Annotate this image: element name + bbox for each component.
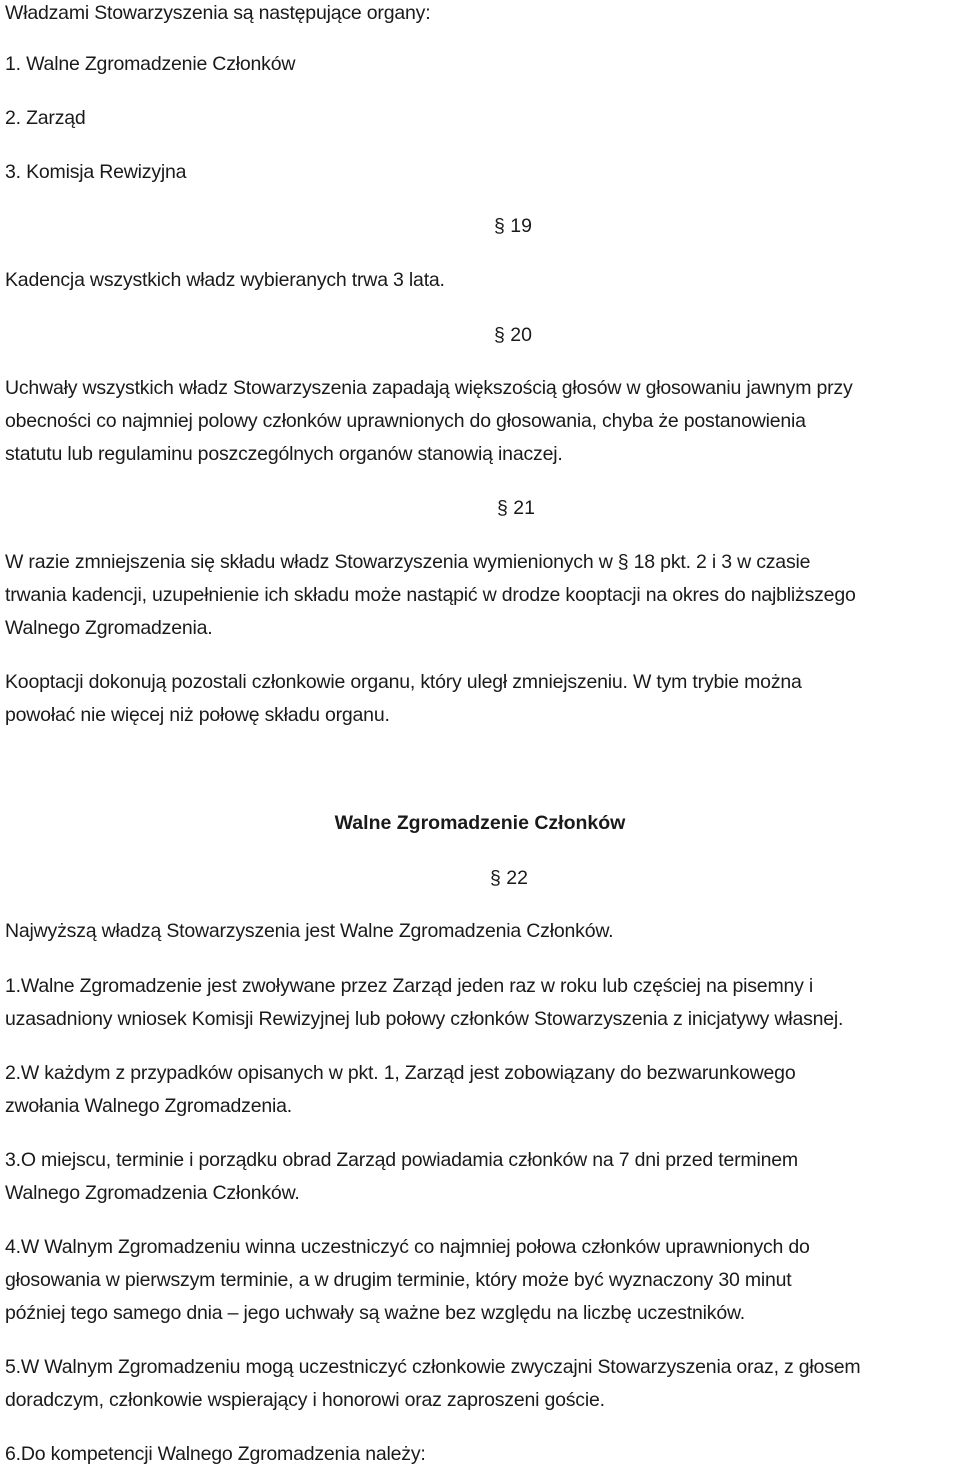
section-19-label: § 19 [494,215,532,237]
point-1-line: 1.Walne Zgromadzenie jest zwoływane przez Zarząd jeden raz w roku lub częściej na pisemny i [5,975,814,997]
section-19-text: Kadencja wszystkich władz wybieranych trwa 3 lata. [5,269,445,291]
point-2-line: zwołania Walnego Zgromadzenia. [5,1095,293,1117]
section-20-line: Uchwały wszystkich władz Stowarzyszenia zapadają większością głosów w głosowaniu jawnym przy [5,377,853,399]
section-21-p2-line: powołać nie więcej niż połowę składu organu. [5,704,390,726]
section-20-label: § 20 [494,324,532,346]
point-4-line: głosowania w pierwszym terminie, a w drugim terminie, który może być wyznaczony 30 minut [5,1269,792,1291]
point-6-line: 6.Do kompetencji Walnego Zgromadzenia należy: [5,1443,426,1465]
point-2-line: 2.W każdym z przypadków opisanych w pkt. 1, Zarząd jest zobowiązany do bezwarunkowego [5,1062,796,1084]
section-22-intro: Najwyższą władzą Stowarzyszenia jest Walne Zgromadzenia Członków. [5,920,614,942]
organ-item: 1. Walne Zgromadzenie Członków [5,53,296,75]
section-21-p1-line: Walnego Zgromadzenia. [5,617,213,639]
section-20-line: obecności co najmniej polowy członków uprawnionych do głosowania, chyba że postanowienia [5,410,806,432]
organ-item: 3. Komisja Rewizyjna [5,161,187,183]
section-20-line: statutu lub regulaminu poszczególnych organów stanowią inaczej. [5,443,563,465]
organs-intro: Władzami Stowarzyszenia są następujące organy: [5,2,431,24]
point-5-line: 5.W Walnym Zgromadzeniu mogą uczestniczyć członkowie zwyczajni Stowarzyszenia oraz, z głosem [5,1356,861,1378]
point-3-line: Walnego Zgromadzenia Członków. [5,1182,300,1204]
section-21-p1-line: W razie zmniejszenia się składu władz Stowarzyszenia wymienionych w § 18 pkt. 2 i 3 w czasie [5,551,811,573]
point-4-line: później tego samego dnia – jego uchwały są ważne bez względu na liczbę uczestników. [5,1302,746,1324]
section-21-p2-line: Kooptacji dokonują pozostali członkowie organu, który uległ zmniejszeniu. W tym trybie można [5,671,802,693]
section-22-label: § 22 [490,867,528,889]
section-heading: Walne Zgromadzenie Członków [334,812,626,834]
point-1-line: uzasadniony wniosek Komisji Rewizyjnej lub połowy członków Stowarzyszenia z inicjatywy własnej. [5,1008,844,1030]
point-5-line: doradczym, członkowie wspierający i honorowi oraz zaproszeni goście. [5,1389,605,1411]
section-21-p1-line: trwania kadencji, uzupełnienie ich składu może nastąpić w drodze kooptacji na okres do najbliższego [5,584,856,606]
organ-item: 2. Zarząd [5,107,86,129]
section-21-label: § 21 [497,497,535,519]
point-4-line: 4.W Walnym Zgromadzeniu winna uczestniczyć co najmniej połowa członków uprawnionych do [5,1236,810,1258]
point-3-line: 3.O miejscu, terminie i porządku obrad Zarząd powiadamia członków na 7 dni przed terminem [5,1149,798,1171]
